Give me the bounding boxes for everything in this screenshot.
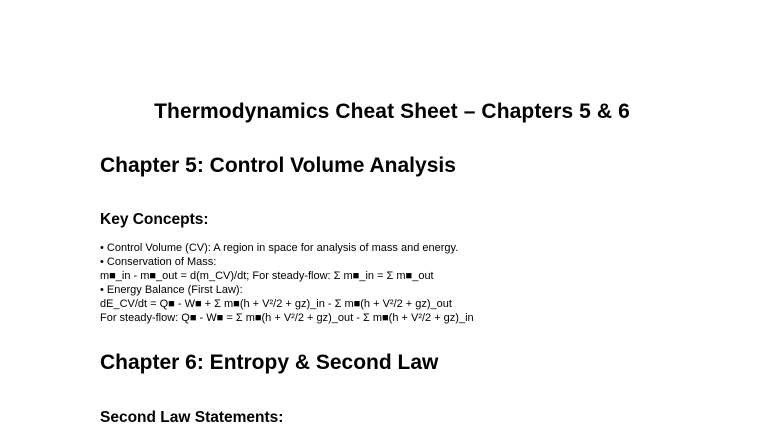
key-concepts-heading: Key Concepts:	[100, 211, 209, 228]
equation-line-energy-rate: dE_CV/dt = Q■ - W■ + Σ m■(h + V²/2 + gz)_in - Σ m■(h + V²/2 + gz)_out	[100, 297, 452, 310]
key-concepts-list	[100, 242, 474, 325]
concept-line-mass-conservation: • Conservation of Mass:	[100, 255, 217, 268]
chapter-6-heading: Chapter 6: Entropy & Second Law	[100, 351, 439, 374]
equation-line-mass-balance: m■_in - m■_out = d(m_CV)/dt; For steady-flow: Σ m■_in = Σ m■_out	[100, 269, 434, 282]
concept-line-control-volume: • Control Volume (CV): A region in space for analysis of mass and energy.	[100, 242, 459, 254]
chapter-5-heading: Chapter 5: Control Volume Analysis	[100, 154, 456, 177]
second-law-statements-heading: Second Law Statements:	[100, 409, 284, 426]
equation-line-steady-flow-energy: For steady-flow: Q■ - W■ = Σ m■(h + V²/2 + gz)_out - Σ m■(h + V²/2 + gz)_in	[100, 311, 474, 324]
concept-line-energy-balance: • Energy Balance (First Law):	[100, 283, 243, 296]
document-title: Thermodynamics Cheat Sheet – Chapters 5 & 6	[154, 100, 630, 123]
